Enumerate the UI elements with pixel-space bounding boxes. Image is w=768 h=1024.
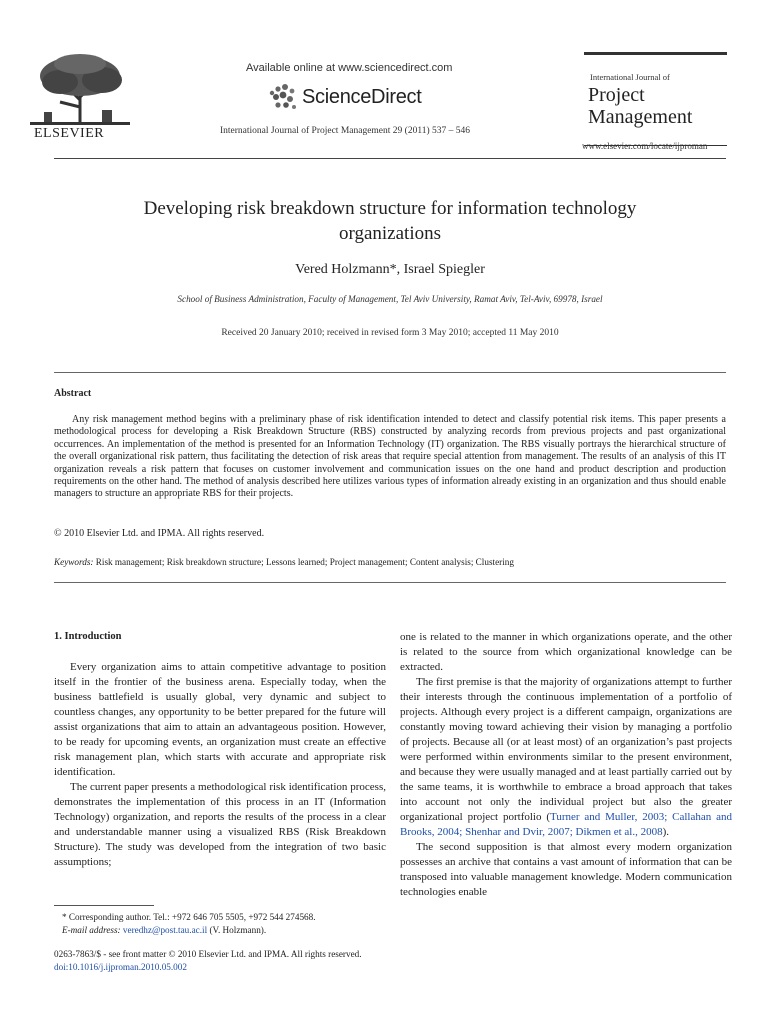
citation-link-2[interactable]: Shenhar and Dvir, 2007; Dikmen et al., 2008 [465,826,663,838]
abstract-top-divider [54,372,726,373]
article-title-line2: organizations [338,223,441,244]
abstract-paragraph: Any risk management method begins with a preliminary phase of risk identification intended to detect and classify potential risk items. This paper presents a methodological process for developing a Risk Breakdown Structure (RBS) constructed by analyzing records from previous projects and past organizational occurrences. An implementation of the method is presented for an Information Technology (IT) organization. The RBS visually portrays the hierarchical structure of the overall organizational risk pattern, thus facilitating the detection of risk areas that require special attention from management. The results of an analysis of this IT organization reveals a risk pattern that focuses on customer involvement and communication issues on the one hand and product description and production requirements on the other hand. The method of analysis described here utilizes various types of information already existing in an organization and thus should enable managers to structure an appropriate RBS for their projects. [54,414,726,500]
header-divider [54,158,726,159]
keywords-label: Keywords: [54,557,94,567]
right-paragraph-2-text: The first premise is that the majority of organizations attempt to further their interests through the continuous implementation of a portfolio of projects. Although every project is a different campaign, organizations are constantly moving toward achieving their vision by managing a portfolio of projects. Because all (or at least most) of an organization’s past projects were performed within environments similar to the present environment, and because they were usually managed and at least partially carried out by the same teams, it is worthwhile to embrace a broad approach that takes into account not only the individual project but also the greater organizational project portfolio ( [400,676,732,823]
corresponding-author-note: * Corresponding author. Tel.: +972 646 705 5505, +972 544 274568. [62,912,316,922]
journal-citation: International Journal of Project Management 29 (2011) 537 – 546 [220,126,471,136]
author-affiliation: School of Business Administration, Faculty of Management, Tel Aviv University, Ramat Aviv, Tel-Aviv, 69978, Israel [177,294,603,304]
issn-line: 0263-7863/$ - see front matter © 2010 Elsevier Ltd. and IPMA. All rights reserved. [54,949,362,959]
intro-paragraph-2: The current paper presents a methodological risk identification process, demonstrates the implementation of this process in an IT (Information Technology) organization, and reports the results of the process in a clear and understandable manner using a visualized RBS (Risk Breakdown Structure). The study was developed from the integration of two basic assumptions; [54,781,386,868]
abstract-heading: Abstract [54,388,92,399]
citation-link-1[interactable]: Turner and Muller, 2003; Callahan and Brooks, 2004; [400,811,732,838]
keywords-text: Risk management; Risk breakdown structure; Lessons learned; Project management; Content analysis; Clustering [95,557,514,567]
footnote-divider [54,905,154,906]
email-author-name: (V. Holzmann). [209,924,267,935]
journal-title-line1: Project [588,84,645,106]
intro-paragraph-1: Every organization aims to attain competitive advantage to position itself in the frontier of the business arena. Especially today, when the business battlefield is usually global, very dynamic and subject to countless changes, any opportunity to be better prepared for the future will assist organizations that aim to attain an advantageous position. However, to be ready for upcoming events, an organization must create an effective risk management plan, which starts with accurate and appropriate risk identification. [54,661,386,778]
author-email-link[interactable]: veredhz@post.tau.ac.il [122,924,208,935]
publisher-logo-text: ELSEVIER [34,126,105,141]
keywords-line [54,557,514,567]
article-authors: Vered Holzmann*, Israel Spiegler [295,262,485,277]
right-paragraph-2-end: ). [662,826,670,838]
abstract-body [54,414,726,501]
left-column [54,660,386,870]
available-online-text: Available online at www.sciencedirect.com [246,62,453,74]
email-label: E-mail address: [62,924,121,935]
footnote [54,911,386,936]
article-title-line1: Developing risk breakdown structure for information technology [143,198,637,219]
page-footer [54,948,362,974]
right-paragraph-2 [400,675,732,840]
journal-url[interactable]: www.elsevier.com/locate/ijproman [582,141,708,151]
email-line [54,924,386,937]
journal-label-small: International Journal of [590,72,670,82]
section-heading-introduction: 1. Introduction [54,631,122,642]
doi-link[interactable]: doi:10.1016/j.ijproman.2010.05.002 [54,962,187,972]
sciencedirect-dots-icon [268,83,298,113]
abstract-copyright: © 2010 Elsevier Ltd. and IPMA. All rights reserved. [54,528,265,539]
platform-name: ScienceDirect [302,86,422,108]
received-dates: Received 20 January 2010; received in revised form 3 May 2010; accepted 11 May 2010 [221,328,559,338]
right-paragraph-3: The second supposition is that almost every modern organization possesses an archive that contains a vast amount of information that can be transposed into valuable management knowledge. Modern communication technologies enable [400,841,732,898]
right-column [400,630,732,900]
journal-title-line2: Management [588,106,693,128]
right-paragraph-1: one is related to the manner in which organizations operate, and the other is related to the source from which organizational knowledge can be extracted. [400,631,732,673]
article-title [60,196,720,246]
abstract-bottom-divider [54,582,726,583]
